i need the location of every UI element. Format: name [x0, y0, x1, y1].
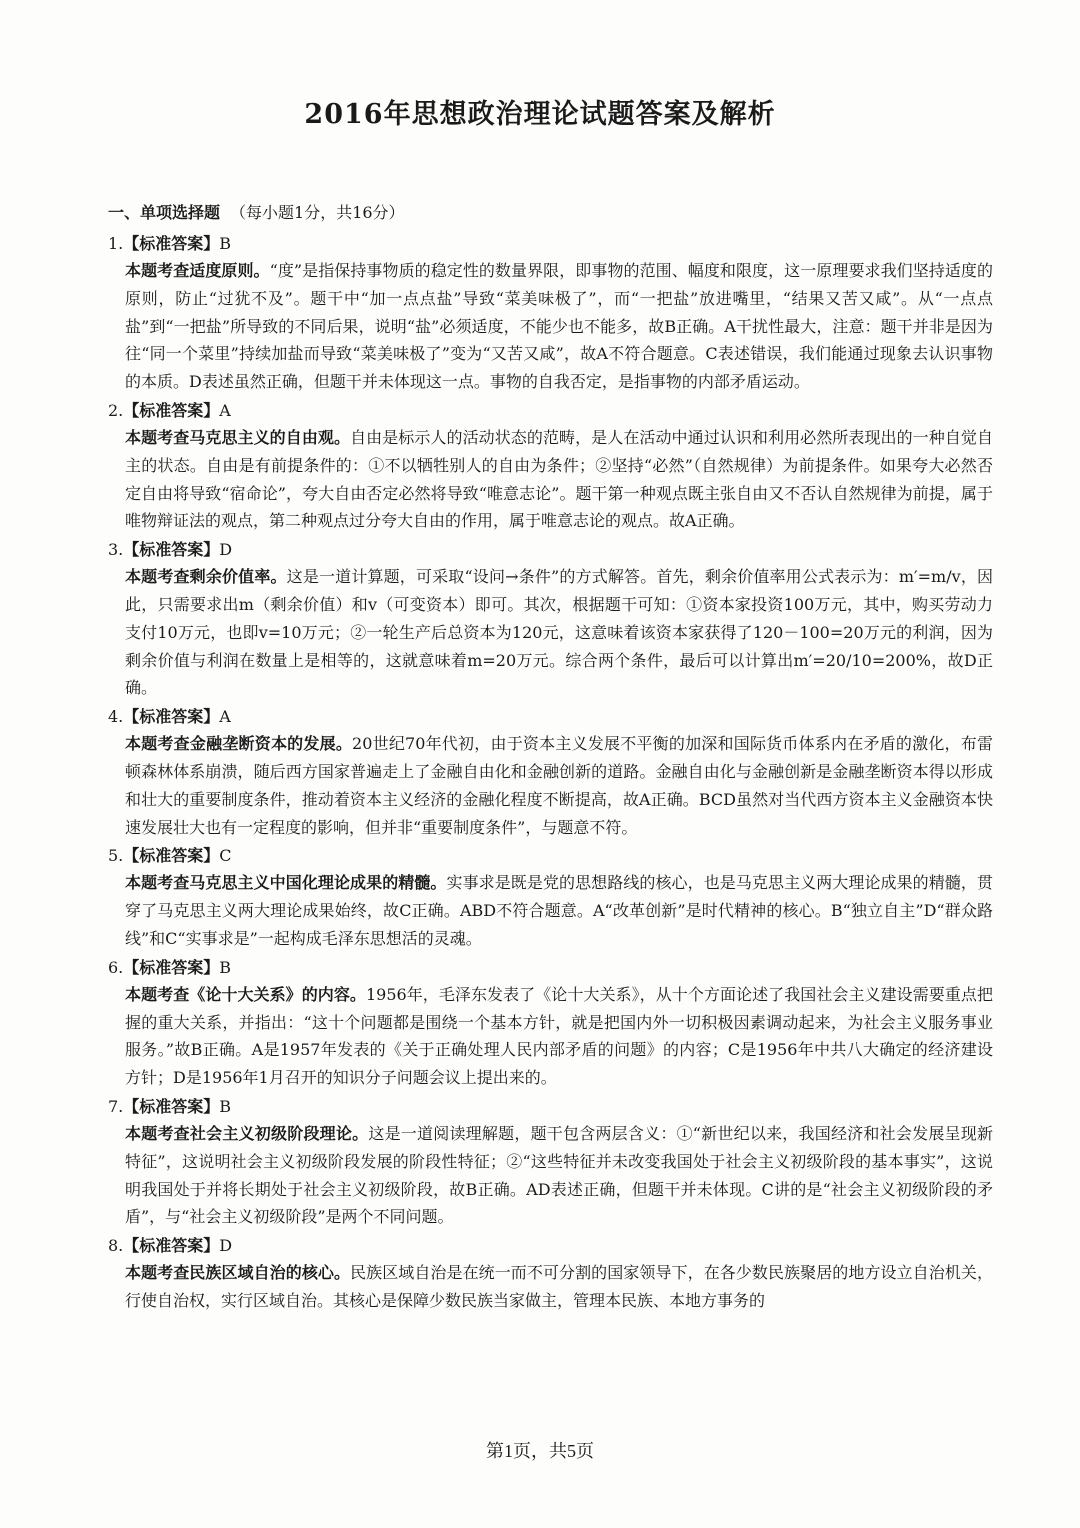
document-body [108, 200, 993, 1316]
item-number: 1. [108, 234, 124, 253]
explanation-text: “度”是指保持事物质的稳定性的数量界限，即事物的范围、幅度和限度，这一原理要求我们坚持适度的原则，防止“过犹不及”。题干中“加一点点盐”导致“菜美味极了”，而“一把盐”放进嘴里，“结果又苦又咸”。从“一点点盐”到“一把盐”所导致的不同后果，说明“盐”必须适度，不能少也不能多，故B正确。A干扰性最大，注意：题干并非是因为往“同一个菜里”持续加盐而导致“菜美味极了”变为“又苦又咸”，故A不符合题意。C表述错误，我们能通过现象去认识事物的本质。D表述虽然正确，但题干并未体现这一点。事物的自我否定，是指事物的内部矛盾运动。 [125, 261, 993, 392]
answer-line [108, 1232, 993, 1259]
explanation-topic: 本题考查社会主义初级阶段理论。 [125, 1123, 369, 1143]
answer-value: D [219, 540, 233, 560]
explanation-topic: 本题考查民族区域自治的核心。 [125, 1263, 351, 1283]
item-number: 5. [108, 846, 124, 866]
explanation [108, 981, 993, 1092]
explanation-topic: 本题考查剩余价值率。 [125, 567, 287, 587]
answer-item-2 [108, 397, 993, 535]
answer-value: A [219, 400, 231, 420]
explanation-text: 这是一道阅读理解题，题干包含两层含义：①“新世纪以来，我国经济和社会发展呈现新特征”，这说明社会主义初级阶段发展的阶段性特征；②“这些特征并未改变我国处于社会主义初级阶段的基本事实”，这说明我国处于并将长期处于社会主义初级阶段，故B正确。AD表述正确，但题干并未体现。C讲的是“社会主义初级阶段的矛盾”，与“社会主义初级阶段”是两个不同问题。 [125, 1123, 993, 1227]
explanation-text: 20世纪70年代初，由于资本主义发展不平衡的加深和国际货币体系内在矛盾的激化，布雷顿森林体系崩溃，随后西方国家普遍走上了金融自由化和金融创新的道路。金融自由化与金融创新是金融垄断资本得以形成和壮大的重要制度条件，推动着资本主义经济的金融化程度不断提高，故A正确。BCD虽然对当代西方资本主义金融资本快速发展壮大也有一定程度的影响，但并非“重要制度条件”，与题意不符。 [125, 734, 993, 837]
answer-value: C [219, 846, 232, 866]
explanation [108, 730, 993, 841]
answer-value: D [219, 1236, 233, 1256]
section-heading [108, 200, 993, 226]
item-number: 7. [108, 1096, 124, 1116]
answer-value: A [219, 707, 231, 727]
answer-line [108, 1093, 993, 1120]
explanation-text: 实事求是既是党的思想路线的核心，也是马克思主义两大理论成果的精髓，贯穿了马克思主义两大理论成果始终，故C正确。ABD不符合题意。A“改革创新”是时代精神的核心。B“独立自主”D“群众路线”和C“实事求是”一起构成毛泽东思想活的灵魂。 [125, 873, 993, 948]
document-title: 2016年思想政治理论试题答案及解析 [304, 99, 776, 130]
answer-label: 【标准答案】 [123, 400, 220, 420]
item-number: 4. [108, 707, 124, 727]
answer-item-1 [108, 230, 993, 396]
answer-label: 【标准答案】 [123, 707, 220, 727]
answer-label: 【标准答案】 [123, 1096, 220, 1116]
answer-label: 【标准答案】 [123, 846, 220, 866]
answer-item-6 [108, 954, 993, 1092]
explanation-topic: 本题考查适度原则。 [125, 261, 270, 280]
answer-value: B [219, 234, 232, 253]
answer-item-8 [108, 1232, 993, 1315]
item-number: 6. [108, 957, 124, 977]
answer-line [108, 842, 993, 869]
answer-line [108, 397, 993, 424]
answer-label: 【标准答案】 [123, 234, 220, 253]
explanation [108, 1120, 993, 1231]
answer-item-5 [108, 842, 993, 952]
page-footer: 第1页，共5页 [486, 1441, 594, 1461]
answer-line [108, 230, 993, 257]
explanation-topic: 本题考查金融垄断资本的发展。 [125, 734, 353, 754]
item-number: 2. [108, 400, 124, 420]
answer-label: 【标准答案】 [123, 957, 220, 977]
explanation-topic: 本题考查马克思主义的自由观。 [125, 427, 351, 447]
explanation [108, 869, 993, 952]
answer-line [108, 703, 993, 730]
answer-line [108, 954, 993, 981]
answer-label: 【标准答案】 [123, 1236, 220, 1256]
explanation-text: 民族区域自治是在统一而不可分割的国家领导下，在各少数民族聚居的地方设立自治机关，行使自治权，实行区域自治。其核心是保障少数民族当家做主，管理本民族、本地方事务的 [125, 1263, 993, 1310]
explanation-text: 自由是标示人的活动状态的范畴，是人在活动中通过认识和利用必然所表现出的一种自觉自主的状态。自由是有前提条件的：①不以牺牲别人的自由为条件；②坚持“必然”（自然规律）为前提条件。如果夸大必然否定自由将导致“宿命论”，夸大自由否定必然将导致“唯意志论”。题干第一种观点既主张自由又不否认自然规律为前提，属于唯物辩证法的观点，第二种观点过分夸大自由的作用，属于唯意志论的观点。故A正确。 [125, 427, 993, 531]
explanation [108, 424, 993, 535]
explanation-text: 1956年，毛泽东发表了《论十大关系》，从十个方面论述了我国社会主义建设需要重点把握的重大关系，并指出：“这十个问题都是围绕一个基本方针，就是把国内外一切积极因素调动起来，为社会主义服务事业服务。”故B正确。A是1957年发表的《关于正确处理人民内部矛盾的问题》的内容；C是1956年中共八大确定的经济建设方针；D是1956年1月召开的知识分子问题会议上提出来的。 [125, 984, 993, 1088]
explanation [108, 1259, 993, 1315]
answer-item-4 [108, 703, 993, 841]
item-number: 3. [108, 540, 124, 560]
explanation-topic: 本题考查马克思主义中国化理论成果的精髓。 [125, 873, 447, 893]
answer-line [108, 536, 993, 563]
answer-label: 【标准答案】 [123, 540, 220, 560]
item-number: 8. [108, 1236, 124, 1256]
section-title: 一、单项选择题 [108, 203, 221, 222]
explanation-topic: 本题考查《论十大关系》的内容。 [125, 984, 366, 1004]
section-note: （每小题1分，共16分） [230, 203, 405, 222]
answer-value: B [219, 957, 232, 977]
answer-item-7 [108, 1093, 993, 1231]
explanation [108, 257, 993, 396]
answer-item-3 [108, 536, 993, 702]
explanation-text: 这是一道计算题，可采取“设问→条件”的方式解答。首先，剩余价值率用公式表示为：m′=m/v，因此，只需要求出m（剩余价值）和v（可变资本）即可。其次，根据题干可知：①资本家投资100万元，其中，购买劳动力支付10万元，也即v=10万元；②一轮生产后总资本为120元，这意味着该资本家获得了120－100=20万元的利润，因为剩余价值与利润在数量上是相等的，这就意味着m=20万元。综合两个条件，最后可以计算出m′=20/10=200%，故D正确。 [125, 567, 993, 698]
explanation [108, 563, 993, 702]
answer-value: B [219, 1096, 232, 1116]
